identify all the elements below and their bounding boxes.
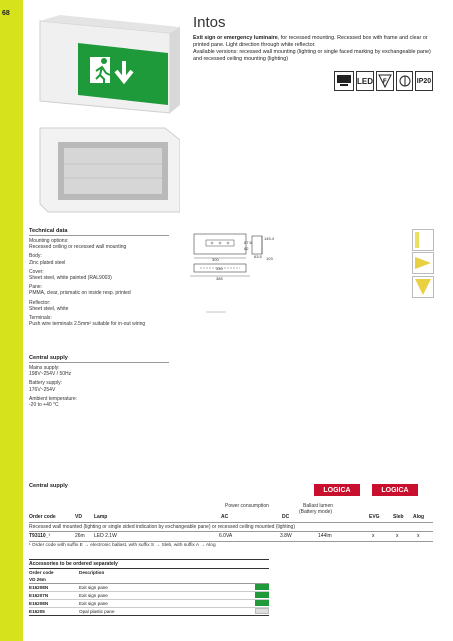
light-distribution-thumb-1 bbox=[412, 229, 434, 251]
intro-lead: Exit sign or emergency luminaire bbox=[193, 35, 278, 41]
svg-text:F: F bbox=[383, 79, 387, 85]
tech-line: Sheet steel, white painted (RAL9003) bbox=[29, 275, 112, 282]
dim-label: 82 bbox=[244, 246, 249, 251]
accessories-subheader: VD 26m bbox=[29, 576, 269, 584]
page-number: 68 bbox=[2, 10, 10, 17]
exit-sign-thumb-icon bbox=[255, 592, 269, 598]
accessory-code: E16207N bbox=[29, 593, 49, 598]
accessory-row bbox=[29, 592, 269, 600]
dim-label: 63.5 bbox=[254, 254, 262, 259]
technical-data-section bbox=[29, 228, 189, 327]
dim-label: 385 bbox=[216, 276, 223, 281]
col-header-power: Power consumption bbox=[225, 503, 269, 509]
order-table-header bbox=[29, 514, 433, 522]
col-header-dc: DC bbox=[282, 514, 290, 520]
dimension-drawings bbox=[186, 228, 386, 318]
col-header-code: Order code bbox=[29, 570, 54, 575]
order-dc: 3.8W bbox=[280, 533, 292, 539]
col-header-evg: EVG bbox=[369, 514, 380, 520]
col-header-ballast: Ballast lumen bbox=[303, 503, 334, 509]
col-header-ballast-2: (Battery mode) bbox=[299, 509, 333, 515]
tech-line: Zinc plated steel bbox=[29, 259, 66, 266]
accessories-heading: Accessories to be ordered separately bbox=[29, 559, 269, 569]
tech-line: Terminals: bbox=[29, 315, 52, 322]
exit-sign-thumb-icon bbox=[255, 600, 269, 606]
order-description: Recessed wall mounted (lighting or single sided indication by exchangeable pane) or recessed ceiling mounted (lighting) bbox=[29, 524, 295, 530]
order-sleb: x bbox=[396, 533, 399, 539]
tech-line: Push wire terminals 2.5mm² suitable for in-out wiring bbox=[29, 321, 146, 328]
accessory-row bbox=[29, 608, 269, 616]
central-supply-list bbox=[29, 365, 189, 408]
dim-label: 145.4 bbox=[264, 236, 275, 241]
logica-logo-text: LOGICA bbox=[323, 486, 351, 494]
product-intro bbox=[193, 35, 433, 63]
col-header-order-code: Order code bbox=[29, 514, 56, 520]
central-supply-heading: Central supply bbox=[29, 355, 169, 363]
tech-line: Reflector: bbox=[29, 299, 51, 306]
accessories-col-header bbox=[29, 569, 269, 576]
tech-line: Cover: bbox=[29, 268, 44, 275]
accessory-code: E16208N bbox=[29, 601, 49, 606]
accessory-row bbox=[29, 584, 269, 592]
order-vd: 26m bbox=[75, 533, 85, 539]
order-lamp: LED 2.1W bbox=[94, 533, 117, 539]
supply-line: -20 to +40 °C bbox=[29, 402, 59, 409]
logica-logo-2 bbox=[372, 484, 418, 496]
ip-rating-badge: IP20 bbox=[415, 71, 433, 91]
order-footnote: ¹ Order code with suffix E → electronic ballast, with suffix S → Sleb, with suffix A → Alog bbox=[29, 543, 216, 548]
divider bbox=[29, 541, 433, 542]
dim-label: 103 bbox=[266, 256, 273, 261]
central-supply-section bbox=[29, 355, 189, 408]
col-header-vd: VD bbox=[75, 514, 82, 520]
product-title: Intos bbox=[193, 14, 226, 31]
order-evg: x bbox=[372, 533, 375, 539]
supply-line: 176V~254V bbox=[29, 386, 56, 393]
order-alog: x bbox=[417, 533, 420, 539]
intro-versions: Available versions: recessed wall mounting (lighting or single faced marking by exchangeable pane) and recessed ceiling mounting (lighting) bbox=[193, 49, 431, 62]
logica-logo-text: LOGICA bbox=[381, 486, 409, 494]
logica-logo-1 bbox=[314, 484, 360, 496]
order-ac: 6.0VA bbox=[219, 533, 233, 539]
tech-line: Sheet steel, white bbox=[29, 305, 69, 312]
supply-line: Mains supply: bbox=[29, 365, 60, 371]
accessory-code: E16205 bbox=[29, 609, 45, 614]
col-header-ac: AC bbox=[221, 514, 229, 520]
accessory-desc: Exit sign pane bbox=[79, 585, 108, 590]
opal-pane-thumb-icon bbox=[255, 608, 269, 614]
accessory-desc: Opal plastic pane bbox=[79, 609, 115, 614]
led-badge: LED bbox=[356, 71, 374, 91]
dim-label: 300 bbox=[212, 257, 219, 262]
accessory-desc: Exit sign pane bbox=[79, 601, 108, 606]
order-code: T93110_¹ bbox=[29, 533, 51, 539]
tech-line: PMMA, clear, prismatic on inside resp. printed bbox=[29, 290, 131, 297]
light-distribution-thumb-3 bbox=[412, 276, 434, 298]
side-color-bar bbox=[0, 0, 23, 641]
light-distribution-thumb-2 bbox=[412, 252, 434, 274]
tech-line: Mounting options: bbox=[29, 238, 69, 244]
exit-sign-thumb-icon bbox=[255, 584, 269, 590]
accessory-code: E16208N bbox=[29, 585, 49, 590]
supply-line: 198V~254V / 50Hz bbox=[29, 371, 72, 378]
battery-icon bbox=[334, 71, 354, 91]
order-row bbox=[29, 533, 433, 541]
product-photo-exit-sign bbox=[30, 13, 180, 118]
order-heading: Central supply bbox=[29, 483, 68, 489]
accessory-row bbox=[29, 600, 269, 608]
supply-line: Ambient temperature: bbox=[29, 395, 78, 402]
dim-label: 67.5 bbox=[244, 240, 252, 245]
order-lumen: 144lm bbox=[318, 533, 332, 539]
technical-data-list bbox=[29, 238, 189, 327]
dim-label: 330 bbox=[216, 266, 223, 271]
product-photo-luminaire bbox=[30, 124, 180, 214]
intro-text: , for recessed mounting. Recessed box with frame and clear or printed pane. Light direction through white reflector. bbox=[193, 35, 428, 48]
accessory-desc: Exit sign pane bbox=[79, 593, 108, 598]
col-header-alog: Alog bbox=[413, 514, 425, 520]
tech-line: Recessed ceiling or recessed wall mounting bbox=[29, 244, 127, 251]
tech-line: Pane: bbox=[29, 284, 43, 291]
col-header-description: Description bbox=[79, 570, 105, 575]
divider bbox=[29, 522, 433, 523]
ceiling-mount-icon bbox=[396, 71, 413, 91]
supply-line: Battery supply: bbox=[29, 380, 63, 387]
accessories-section bbox=[29, 559, 269, 616]
technical-data-heading: Technical data bbox=[29, 228, 169, 236]
col-header-sleb: Sleb bbox=[393, 514, 404, 520]
col-header-lamp: Lamp bbox=[94, 514, 108, 520]
f-mark-icon bbox=[376, 71, 394, 91]
tech-line: Body: bbox=[29, 253, 42, 260]
divider bbox=[29, 531, 433, 532]
